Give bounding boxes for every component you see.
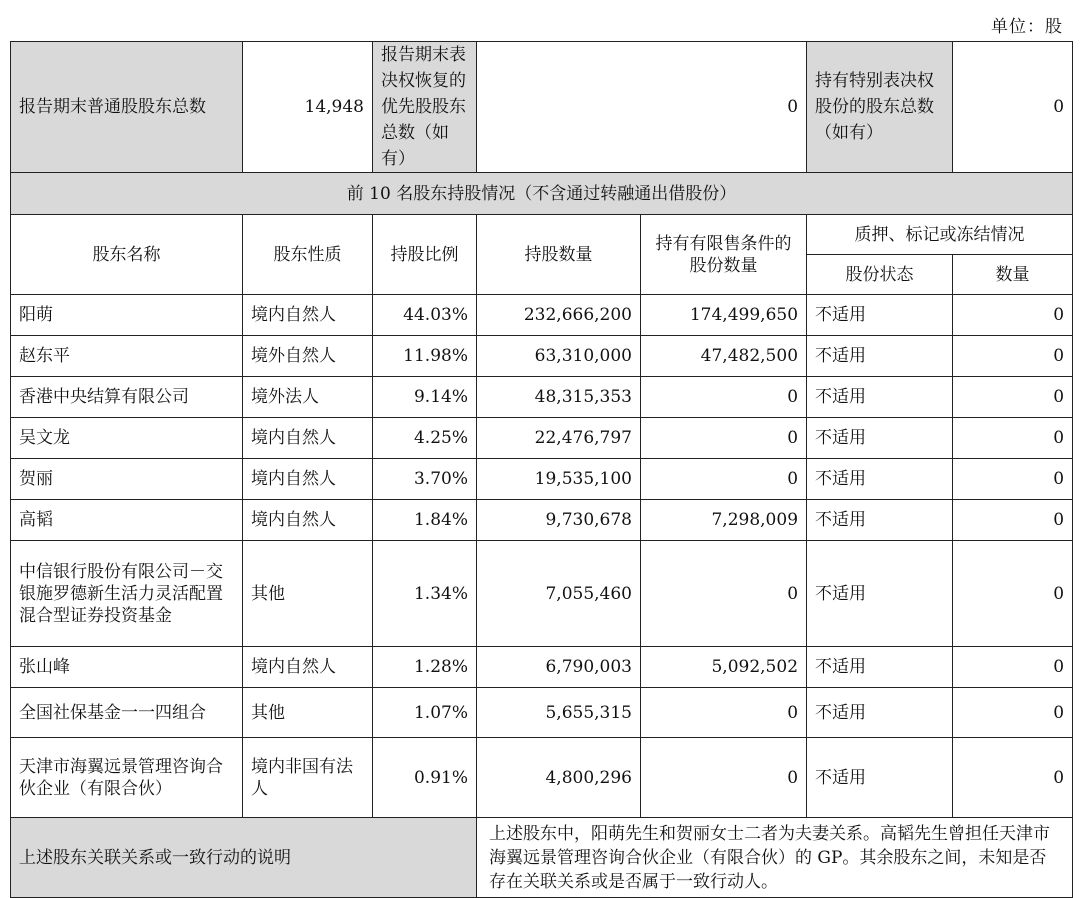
cell-quantity: 7,055,460 — [477, 541, 641, 647]
common-holders-label: 报告期末普通股股东总数 — [11, 42, 243, 173]
cell-nature: 境外自然人 — [243, 336, 373, 377]
cell-ratio: 44.03% — [373, 295, 477, 336]
cell-name: 全国社保基金一一四组合 — [11, 688, 243, 738]
cell-restricted: 0 — [641, 459, 807, 500]
section-title: 前 10 名股东持股情况（不含通过转融通出借股份） — [11, 173, 1073, 215]
cell-restricted: 7,298,009 — [641, 500, 807, 541]
cell-count: 0 — [953, 295, 1073, 336]
cell-status: 不适用 — [807, 541, 953, 647]
relation-label: 上述股东关联关系或一致行动的说明 — [11, 818, 477, 898]
cell-count: 0 — [953, 541, 1073, 647]
table-row — [11, 541, 1073, 647]
cell-name: 吴文龙 — [11, 418, 243, 459]
cell-restricted: 5,092,502 — [641, 647, 807, 688]
header-row-1 — [11, 215, 1073, 255]
cell-ratio: 4.25% — [373, 418, 477, 459]
cell-ratio: 1.84% — [373, 500, 477, 541]
summary-row — [11, 42, 1073, 173]
cell-name: 贺丽 — [11, 459, 243, 500]
cell-count: 0 — [953, 647, 1073, 688]
cell-nature: 境内非国有法人 — [243, 738, 373, 818]
cell-name: 阳萌 — [11, 295, 243, 336]
cell-status: 不适用 — [807, 688, 953, 738]
table-row — [11, 500, 1073, 541]
cell-count: 0 — [953, 459, 1073, 500]
cell-name: 天津市海翼远景管理咨询合伙企业（有限合伙） — [11, 738, 243, 818]
table-row — [11, 688, 1073, 738]
cell-count: 0 — [953, 418, 1073, 459]
table-row — [11, 295, 1073, 336]
cell-name: 赵东平 — [11, 336, 243, 377]
cell-status: 不适用 — [807, 500, 953, 541]
cell-name: 张山峰 — [11, 647, 243, 688]
cell-nature: 境内自然人 — [243, 647, 373, 688]
cell-ratio: 0.91% — [373, 738, 477, 818]
header-quantity: 持股数量 — [477, 215, 641, 295]
preferred-holders-value: 0 — [477, 42, 807, 173]
header-restricted: 持有有限售条件的股份数量 — [641, 215, 807, 295]
cell-nature: 境内自然人 — [243, 500, 373, 541]
table-row — [11, 647, 1073, 688]
shareholder-table — [10, 41, 1073, 898]
section-title-row — [11, 173, 1073, 215]
header-nature: 股东性质 — [243, 215, 373, 295]
cell-status: 不适用 — [807, 418, 953, 459]
cell-count: 0 — [953, 500, 1073, 541]
cell-quantity: 4,800,296 — [477, 738, 641, 818]
cell-quantity: 5,655,315 — [477, 688, 641, 738]
cell-quantity: 9,730,678 — [477, 500, 641, 541]
cell-status: 不适用 — [807, 377, 953, 418]
cell-ratio: 1.28% — [373, 647, 477, 688]
cell-name: 高韬 — [11, 500, 243, 541]
relation-text: 上述股东中，阳萌先生和贺丽女士二者为夫妻关系。高韬先生曾担任天津市海翼远景管理咨询合伙企业（有限合伙）的 GP。其余股东之间，未知是否存在关联关系或是否属于一致行动人。 — [477, 818, 1073, 898]
preferred-holders-label: 报告期末表决权恢复的优先股股东总数（如有） — [373, 42, 477, 173]
cell-status: 不适用 — [807, 459, 953, 500]
cell-restricted: 0 — [641, 688, 807, 738]
cell-restricted: 0 — [641, 738, 807, 818]
cell-quantity: 22,476,797 — [477, 418, 641, 459]
header-name: 股东名称 — [11, 215, 243, 295]
cell-restricted: 0 — [641, 418, 807, 459]
cell-quantity: 232,666,200 — [477, 295, 641, 336]
cell-ratio: 1.07% — [373, 688, 477, 738]
cell-status: 不适用 — [807, 295, 953, 336]
table-row — [11, 377, 1073, 418]
cell-status: 不适用 — [807, 336, 953, 377]
cell-restricted: 0 — [641, 377, 807, 418]
cell-nature: 其他 — [243, 688, 373, 738]
cell-quantity: 63,310,000 — [477, 336, 641, 377]
relation-row — [11, 818, 1073, 898]
cell-count: 0 — [953, 377, 1073, 418]
cell-name: 中信银行股份有限公司－交银施罗德新生活力灵活配置混合型证券投资基金 — [11, 541, 243, 647]
common-holders-value: 14,948 — [243, 42, 373, 173]
cell-count: 0 — [953, 688, 1073, 738]
cell-status: 不适用 — [807, 647, 953, 688]
cell-ratio: 1.34% — [373, 541, 477, 647]
header-pledge: 质押、标记或冻结情况 — [807, 215, 1073, 255]
table-row — [11, 418, 1073, 459]
unit-label: 单位：股 — [991, 17, 1063, 37]
cell-count: 0 — [953, 738, 1073, 818]
cell-restricted: 174,499,650 — [641, 295, 807, 336]
cell-quantity: 6,790,003 — [477, 647, 641, 688]
table-row — [11, 738, 1073, 818]
special-vote-value: 0 — [953, 42, 1073, 173]
header-ratio: 持股比例 — [373, 215, 477, 295]
header-count: 数量 — [953, 255, 1073, 295]
cell-quantity: 19,535,100 — [477, 459, 641, 500]
table-row — [11, 459, 1073, 500]
cell-restricted: 0 — [641, 541, 807, 647]
cell-status: 不适用 — [807, 738, 953, 818]
cell-ratio: 11.98% — [373, 336, 477, 377]
cell-nature: 境内自然人 — [243, 418, 373, 459]
cell-ratio: 3.70% — [373, 459, 477, 500]
special-vote-label: 持有特别表决权股份的股东总数（如有） — [807, 42, 953, 173]
cell-nature: 其他 — [243, 541, 373, 647]
cell-ratio: 9.14% — [373, 377, 477, 418]
cell-nature: 境内自然人 — [243, 459, 373, 500]
cell-name: 香港中央结算有限公司 — [11, 377, 243, 418]
header-status: 股份状态 — [807, 255, 953, 295]
cell-quantity: 48,315,353 — [477, 377, 641, 418]
cell-nature: 境内自然人 — [243, 295, 373, 336]
cell-count: 0 — [953, 336, 1073, 377]
table-row — [11, 336, 1073, 377]
cell-restricted: 47,482,500 — [641, 336, 807, 377]
cell-nature: 境外法人 — [243, 377, 373, 418]
